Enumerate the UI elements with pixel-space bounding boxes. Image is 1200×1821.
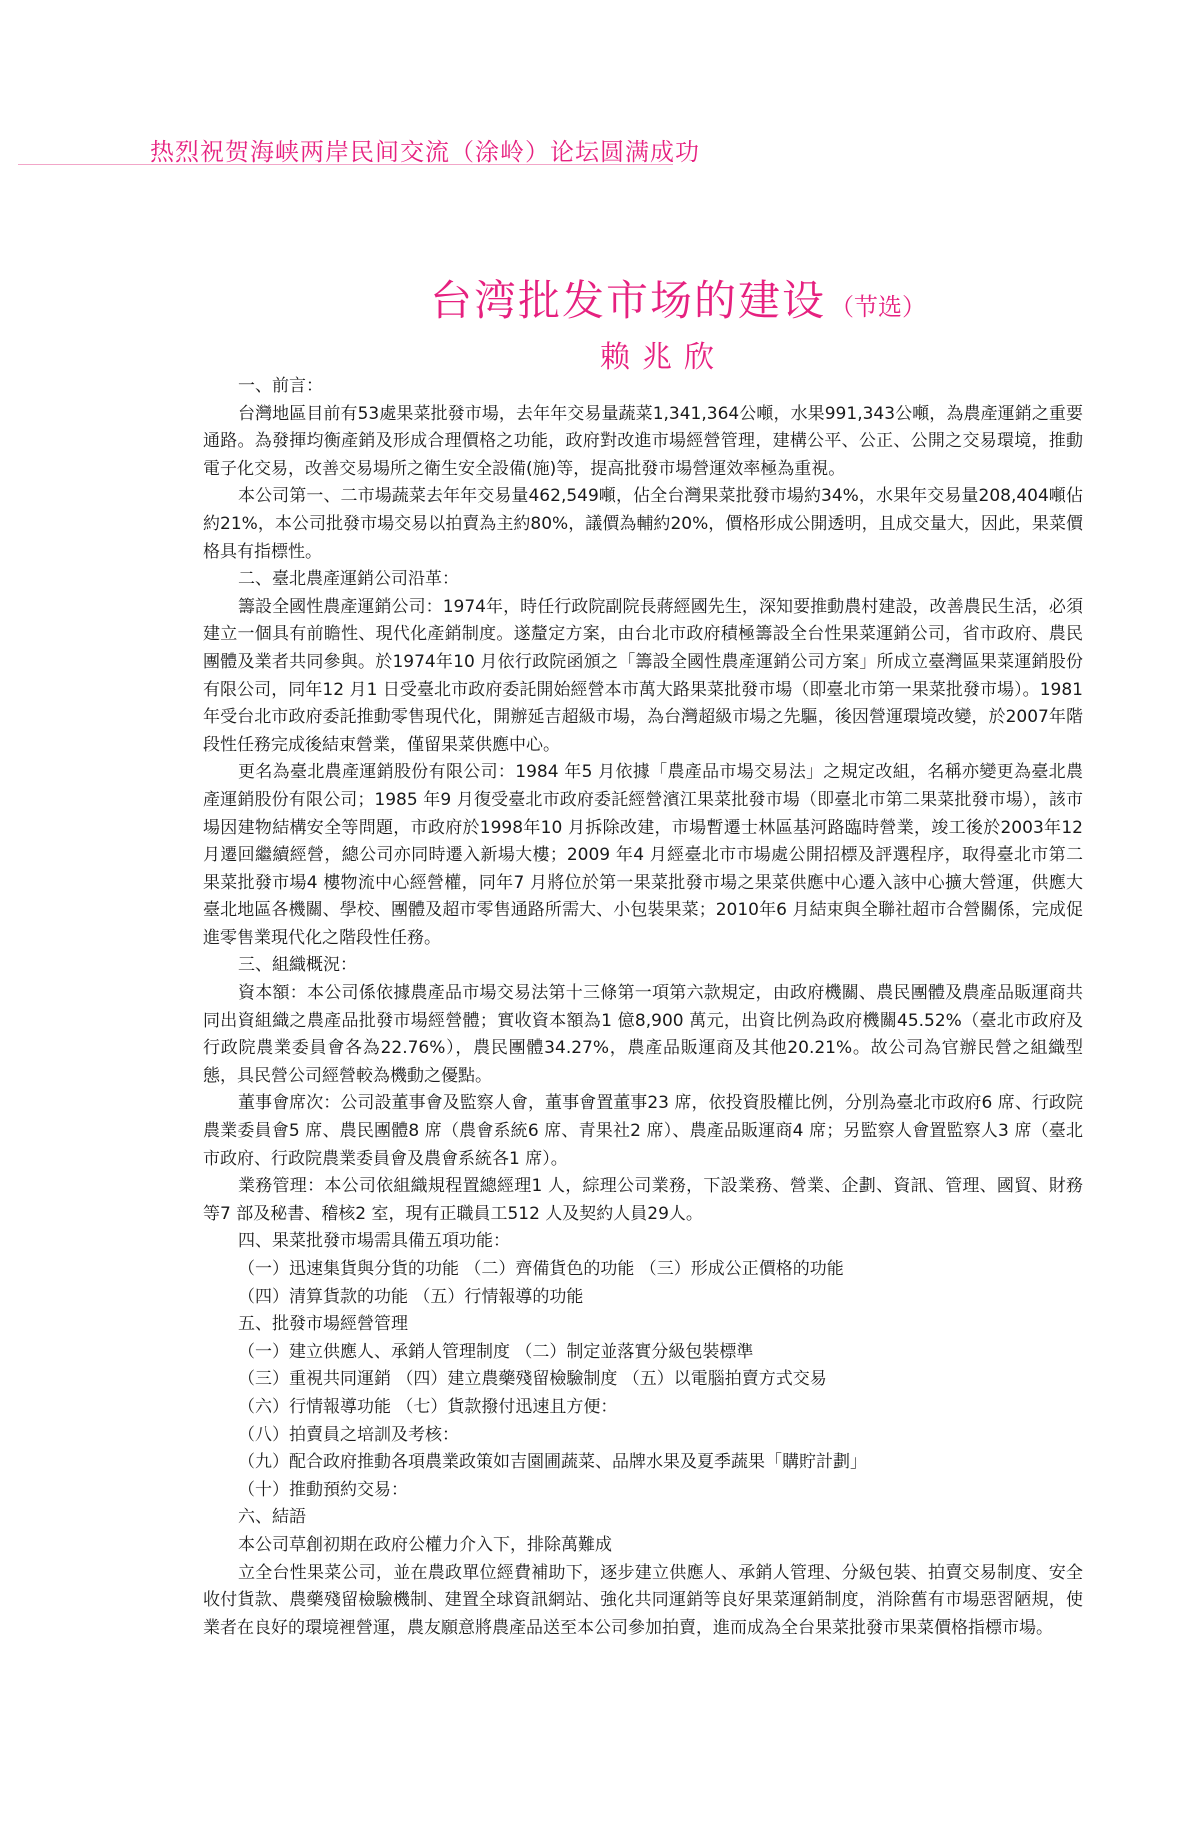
- title-main: 台湾批发市场的建设: [430, 276, 827, 325]
- title-note: （节选）: [830, 293, 927, 321]
- banner-divider: [18, 164, 673, 165]
- paragraph: 本公司草創初期在政府公權力介入下，排除萬難成: [238, 1534, 612, 1555]
- list-item: （四）清算貨款的功能 （五）行情報導的功能: [238, 1286, 584, 1307]
- article-body: [203, 373, 1083, 1642]
- section-heading: 四、果菜批發市場需具備五項功能：: [238, 1231, 510, 1252]
- article-title: [430, 268, 926, 328]
- list-item: （八）拍賣員之培訓及考核：: [238, 1424, 459, 1445]
- section-heading: 二、臺北農產運銷公司沿革：: [238, 569, 459, 590]
- section-heading: 六、結語: [238, 1507, 306, 1528]
- paragraph: 本公司第一、二市場蔬菜去年年交易量462,549噸，佔全台灣果菜批發市場約34%，水果年交易量208,404噸佔約21%，本公司批發市場交易以拍賣為主約80%，議價為輔約20%，價格形成公開透明，且成交量大，因此，果菜價格具有指標性。: [203, 486, 1083, 562]
- section-heading: 三、組織概況：: [238, 955, 357, 976]
- section-heading: 五、批發市場經營管理: [238, 1314, 408, 1335]
- section-heading: 一、前言：: [238, 376, 323, 396]
- banner-text: 热烈祝贺海峡两岸民间交流（涂岭）论坛圆满成功: [150, 138, 700, 166]
- list-item: （一）建立供應人、承銷人管理制度 （二）制定並落實分級包裝標準: [238, 1341, 754, 1362]
- list-item: （六）行情報導功能 （七）貨款撥付迅速且方便：: [238, 1396, 618, 1417]
- paragraph: 資本額：本公司係依據農產品市場交易法第十三條第一項第六款規定，由政府機關、農民團體及農產品販運商共同出資組織之農產品批發市場經營體；實收資本額為1 億8,900 萬元，出資比例為政府機關45.52%（臺北市政府及行政院農業委員會各為22.76%），農民團體34.27%，農產品販運商及其他20.21%。故公司為官辦民營之組織型態，具民營公司經營較為機動之優點。: [203, 983, 1083, 1086]
- paragraph: 立全台性果菜公司，並在農政單位經費補助下，逐步建立供應人、承銷人管理、分級包裝、拍賣交易制度、安全收付貨款、農藥殘留檢驗機制、建置全球資訊網站、強化共同運銷等良好果菜運銷制度，消除舊有市場惡習陋規，使業者在良好的環境裡營運，農友願意將農產品送至本公司參加拍賣，進而成為全台果菜批發市果菜價格指標市場。: [203, 1562, 1083, 1638]
- list-item: （一）迅速集貨與分貨的功能 （二）齊備貨色的功能 （三）形成公正價格的功能: [238, 1259, 844, 1279]
- paragraph: 業務管理：本公司依組織規程置總經理1 人，綜理公司業務，下設業務、營業、企劃、資訊、管理、國貿、財務等7 部及秘書、稽核2 室，現有正職員工512 人及契約人員29人。: [203, 1176, 1083, 1224]
- paragraph: 更名為臺北農產運銷股份有限公司：1984 年5 月依據「農產品市場交易法」之規定改組，名稱亦變更為臺北農產運銷股份有限公司；1985 年9 月復受臺北市政府委託經營濱江果菜批發市場（即臺北市第二果菜批發市場），該市場因建物結構安全等問題，市政府於1998年10 月拆除改建，市場暫遷士林區基河路臨時營業，竣工後於2003年12 月遷回繼續經營，總公司亦同時遷入新場大樓；2009 年4 月經臺北市市場處公開招標及評選程序，取得臺北市第二果菜批發市場4 樓物流中心經營權，同年7 月將位於第一果菜批發市場之果菜供應中心遷入該中心擴大營運，供應大臺北地區各機關、學校、團體及超市零售通路所需大、小包裝果菜；2010年6 月結束與全聯社超市合營關係，完成促進零售業現代化之階段性任務。: [203, 762, 1083, 948]
- list-item: （三）重視共同運銷 （四）建立農藥殘留檢驗制度 （五）以電腦拍賣方式交易: [238, 1369, 827, 1390]
- paragraph: 籌設全國性農產運銷公司：1974年，時任行政院副院長蔣經國先生，深知要推動農村建設，改善農民生活，必須建立一個具有前瞻性、現代化產銷制度。遂釐定方案，由台北市政府積極籌設全台性果菜運銷公司，省市政府、農民團體及業者共同參與。於1974年10 月依行政院函頒之「籌設全國性農產運銷公司方案」所成立臺灣區果菜運銷股份有限公司，同年12 月1 日受臺北市政府委託開始經營本市萬大路果菜批發市場（即臺北市第一果菜批發市場）。1981年受台北市政府委託推動零售現代化，開辦延吉超級市場，為台灣超級市場之先驅，後因營運環境改變，於2007年階段性任務完成後結束營業，僅留果菜供應中心。: [203, 596, 1083, 755]
- list-item: （九）配合政府推動各項農業政策如吉園圃蔬菜、品牌水果及夏季蔬果「購貯計劃」: [238, 1452, 867, 1473]
- paragraph: 台灣地區目前有53處果菜批發市場，去年年交易量蔬菜1,341,364公噸，水果991,343公噸，為農產運銷之重要通路。為發揮均衡產銷及形成合理價格之功能，政府對改進市場經營管理，建構公平、公正、公開之交易環境，推動電子化交易，改善交易場所之衛生安全設備(施)等，提高批發市場營運效率極為重視。: [203, 403, 1083, 479]
- paragraph: 董事會席次：公司設董事會及監察人會，董事會置董事23 席，依投資股權比例，分別為臺北市政府6 席、行政院農業委員會5 席、農民團體8 席（農會系統6 席、青果社2 席）、農產品販運商4 席；另監察人會置監察人3 席（臺北市政府、行政院農業委員會及農會系統各1 席）。: [203, 1093, 1083, 1169]
- author-name: 赖兆欣: [600, 340, 726, 375]
- list-item: （十）推動預約交易：: [238, 1479, 408, 1500]
